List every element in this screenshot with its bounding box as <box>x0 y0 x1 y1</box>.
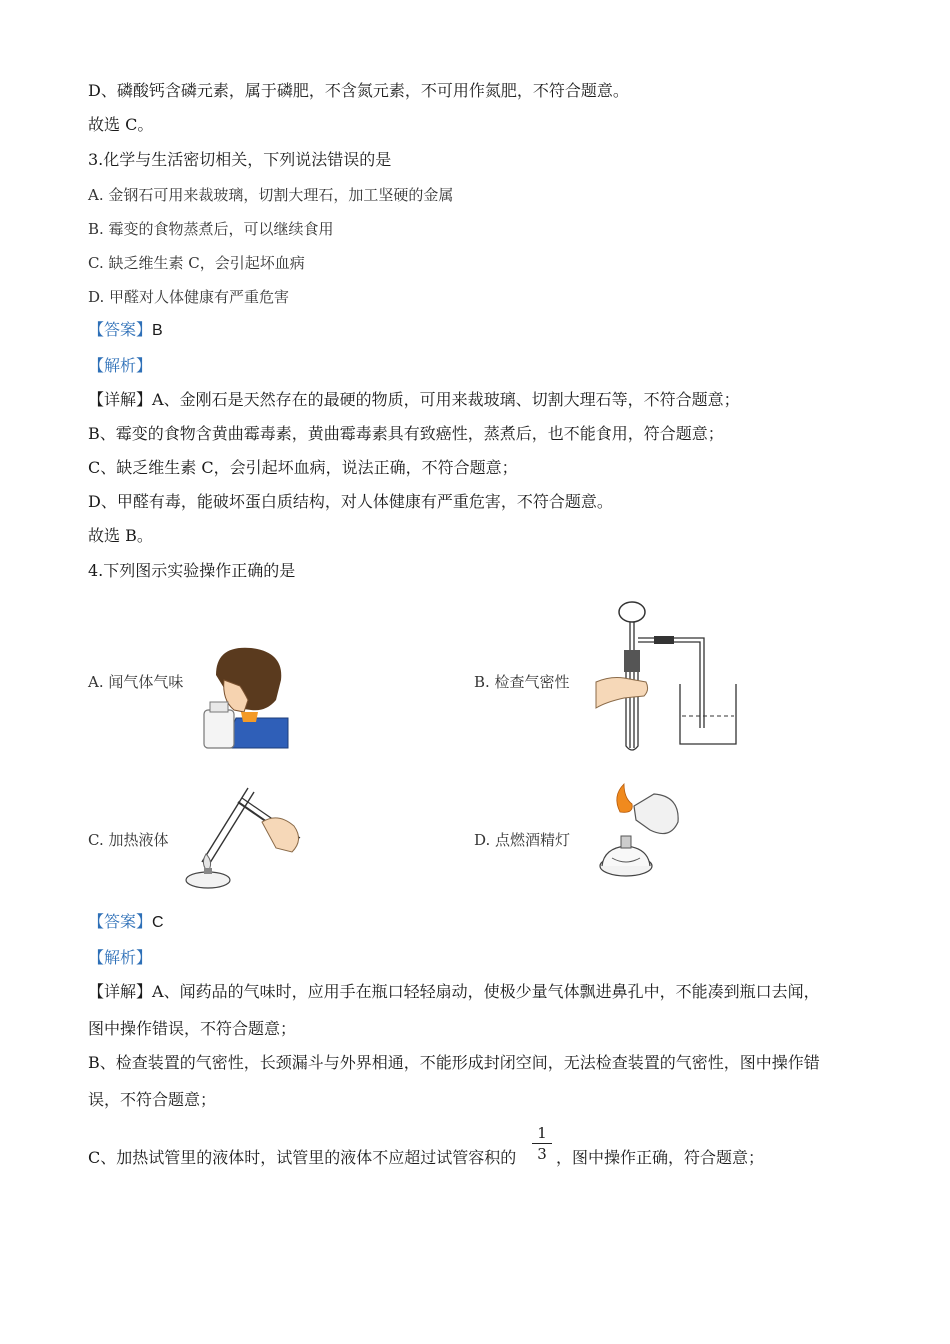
q3-conclusion: 故选 B。 <box>88 526 153 545</box>
tilted-lamp <box>634 794 678 834</box>
detail-tag: 【详解】 <box>88 390 153 409</box>
q4-detail-c-before: C、加热试管里的液体时，试管里的液体不应超过试管容积的 <box>88 1148 517 1167</box>
q4-detail-c-after: ，图中操作正确，符合题意； <box>556 1148 765 1167</box>
funnel-bulb <box>619 602 645 622</box>
q3-detail-3: C、缺乏维生素 C，会引起坏血病，说法正确，不符合题意； <box>88 458 518 477</box>
bottle <box>204 710 234 748</box>
q3-option-c: C. 缺乏维生素 C，会引起坏血病 <box>88 254 305 272</box>
fraction-numerator: 1 <box>537 1124 547 1142</box>
q3-option-d: D. 甲醛对人体健康有严重危害 <box>88 288 290 306</box>
q3-answer <box>88 319 163 342</box>
q3-detail-4: D、甲醛有毒，能破坏蛋白质结构，对人体健康有严重危害，不符合题意。 <box>88 492 613 511</box>
lighting-lamp-illustration <box>590 782 690 890</box>
rubber-connector <box>654 636 674 644</box>
hair <box>216 648 281 711</box>
answer-value: B <box>152 322 163 339</box>
heating-liquid-illustration <box>178 782 308 892</box>
q4-detail-b1: B、检查装置的气密性，长颈漏斗与外界相通，不能形成封闭空间，无法检查装置的气密性，图中操作错 <box>88 1053 820 1072</box>
alcohol-lamp <box>186 872 230 888</box>
q4-option-c-label: C. 加热液体 <box>88 831 169 849</box>
test-tube <box>202 788 248 862</box>
answer-tag: 【答案】 <box>88 320 153 339</box>
text-line: 故选 C。 <box>88 115 154 134</box>
lamp-body <box>602 846 650 866</box>
detail-text: A、闻药品的气味时，应用手在瓶口轻轻扇动，使极少量气体飘进鼻孔中，不能凑到瓶口去闻， <box>152 982 820 1001</box>
shirt <box>226 718 288 748</box>
detail-text: A、金刚石是天然存在的最硬的物质，可用来裁玻璃、切割大理石等，不符合题意； <box>152 390 740 409</box>
q4-analysis-tag: 【解析】 <box>88 948 153 967</box>
collar <box>241 712 258 722</box>
question-4-title: 4.下列图示实验操作正确的是 <box>88 561 296 580</box>
q4-option-b-label: B. 检查气密性 <box>474 673 570 691</box>
hand <box>262 818 299 852</box>
stopper <box>624 650 640 672</box>
test-tube <box>208 792 254 866</box>
lamp-wick <box>204 868 212 874</box>
text-line: D、磷酸钙含磷元素，属于磷肥，不含氮元素，不可用作氮肥，不符合题意。 <box>88 81 629 100</box>
fraction-denominator: 3 <box>537 1145 547 1163</box>
q4-detail-a2: 图中操作错误，不符合题意； <box>88 1019 297 1038</box>
q3-detail-2: B、霉变的食物含黄曲霉毒素，黄曲霉毒素具有致癌性，蒸煮后，也不能食用，符合题意； <box>88 424 724 443</box>
q4-detail-b2: 误，不符合题意； <box>88 1090 217 1109</box>
q3-option-a: A. 金钢石可用来裁玻璃，切割大理石，加工坚硬的金属 <box>88 186 454 204</box>
q3-analysis-tag: 【解析】 <box>88 356 153 375</box>
fraction-bar <box>532 1143 552 1144</box>
detail-tag: 【详解】 <box>88 982 153 1001</box>
lamp-wick <box>621 836 631 848</box>
answer-tag: 【答案】 <box>88 912 153 931</box>
fraction-one-third <box>532 1124 552 1163</box>
q4-detail-a1 <box>88 981 820 1003</box>
q3-detail-1 <box>88 389 740 411</box>
hand <box>596 678 648 709</box>
q3-option-b: B. 霉变的食物蒸煮后，可以继续食用 <box>88 220 334 238</box>
answer-value: C <box>152 914 164 931</box>
beaker <box>680 684 736 744</box>
airtightness-apparatus <box>594 598 744 758</box>
smell-gas-illustration <box>196 640 296 752</box>
q4-answer <box>88 911 164 934</box>
bottle-neck <box>210 702 228 712</box>
q4-option-a-label: A. 闻气体气味 <box>88 673 184 691</box>
delivery-tube <box>638 638 704 728</box>
q4-option-d-label: D. 点燃酒精灯 <box>474 831 571 849</box>
question-3-title: 3.化学与生活密切相关，下列说法错误的是 <box>88 150 392 169</box>
flame-icon <box>617 784 632 812</box>
